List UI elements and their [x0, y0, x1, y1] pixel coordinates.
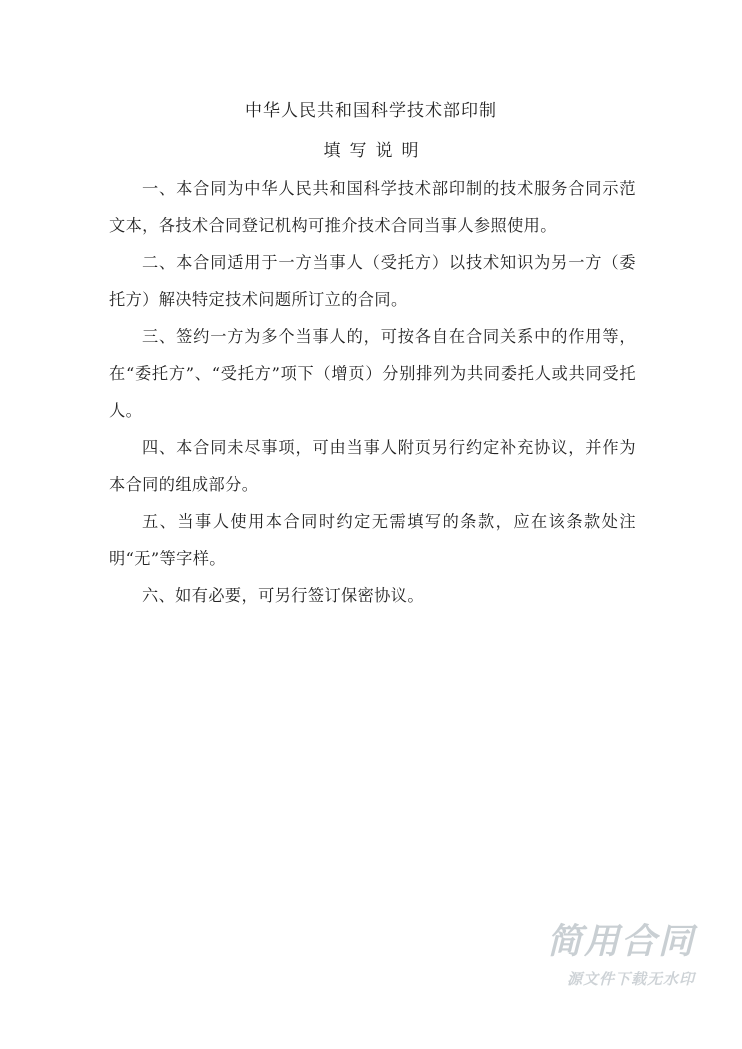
- instruction-item-6: 六、如有必要，可另行签订保密协议。: [142, 586, 424, 605]
- instruction-item-3: 三、签约一方为多个当事人的，可按各自在合同关系中的作用等，在“委托方”、“受托方”项下（增页）分别排列为共同委托人或共同受托人。: [109, 327, 636, 420]
- watermark-title: 简用合同: [546, 922, 695, 962]
- instructions-heading: 填写说明: [323, 141, 428, 161]
- watermark-subtitle: 源文件下载无水印: [566, 970, 695, 988]
- instructions-list: [109, 170, 636, 614]
- instruction-item-4: 四、本合同未尽事项，可由当事人附页另行约定补充协议，并作为本合同的组成部分。: [109, 438, 636, 494]
- publisher-line: 中华人民共和国科学技术部印制: [245, 101, 497, 121]
- watermark: [505, 922, 695, 989]
- instruction-item-1: 一、本合同为中华人民共和国科学技术部印制的技术服务合同示范文本，各技术合同登记机构可推介技术合同当事人参照使用。: [109, 179, 636, 235]
- instruction-item-2: 二、本合同适用于一方当事人（受托方）以技术知识为另一方（委托方）解决特定技术问题所订立的合同。: [109, 253, 636, 309]
- instruction-item-5: 五、当事人使用本合同时约定无需填写的条款，应在该条款处注明“无”等字样。: [109, 512, 636, 568]
